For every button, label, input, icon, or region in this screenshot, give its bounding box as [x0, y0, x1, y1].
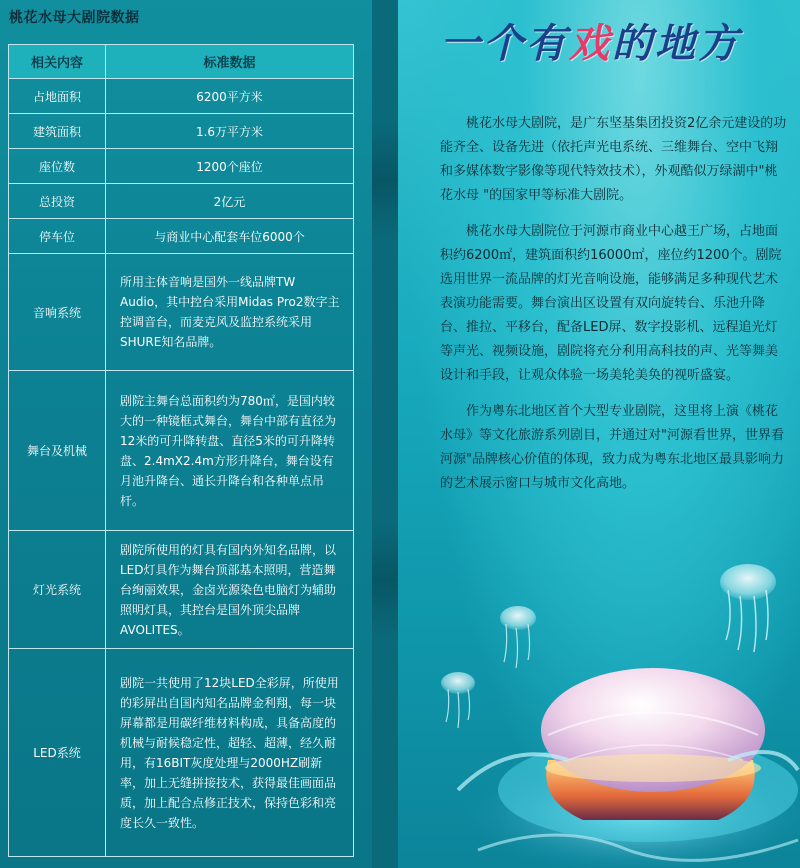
row-label: 音响系统 [9, 254, 106, 371]
right-panel [398, 0, 800, 868]
table-row [9, 254, 354, 371]
row-label: LED系统 [9, 649, 106, 857]
row-label: 总投资 [9, 184, 106, 219]
table-row [9, 114, 354, 149]
divider-shade [372, 120, 398, 240]
table-row [9, 219, 354, 254]
jellyfish-icon [500, 606, 536, 668]
headline-part2: 的地方 [612, 20, 741, 67]
left-panel [0, 0, 372, 868]
table-row [9, 149, 354, 184]
row-value: 剧院所使用的灯具有国内外知名品牌，以LED灯具作为舞台顶部基本照明，营造舞台绚丽效果，金卤光源染色电脑灯为辅助照明灯具，其控台是国外顶尖品牌AVOLITES。 [106, 531, 354, 649]
spec-table [8, 44, 354, 857]
table-row [9, 531, 354, 649]
divider-shade [372, 520, 398, 640]
paragraph: 桃花水母大剧院，是广东坚基集团投资2亿余元建设的功能齐全、设备先进（依托声光电系统、三维舞台、空中飞翔和多媒体数字影像等现代特效技术），外观酷似万绿湖中"桃花水母 "的国家甲等标准大剧院。 [440, 116, 787, 203]
header-cell-category: 相关内容 [9, 45, 106, 79]
row-label: 停车位 [9, 219, 106, 254]
row-value: 剧院一共使用了12块LED全彩屏，所使用的彩屏出自国内知名品牌金利翔，每一块屏幕都是用碳纤维材料构成，具备高度的机械与耐候稳定性，超轻、超薄，经久耐用，有16BIT灰度处理与2000HZ刷新率，加上无缝拼接技术，获得最佳画面品质，加上配合点修正技术，保持色彩和亮度长久一致性。 [106, 649, 354, 857]
row-value: 与商业中心配套车位6000个 [106, 219, 354, 254]
row-value: 2亿元 [106, 184, 354, 219]
headline-accent: 戏 [569, 20, 612, 67]
row-value: 1200个座位 [106, 149, 354, 184]
row-value: 剧院主舞台总面积约为780㎡，是国内较大的一种镜框式舞台，舞台中部有直径为12米的可升降转盘、直径5米的可升降转盘、2.4mX2.4m方形升降台，舞台设有月池升降台、通长升降台和各种单点吊杆。 [106, 371, 354, 531]
panel-divider [372, 0, 398, 868]
table-row [9, 79, 354, 114]
row-label: 舞台及机械 [9, 371, 106, 531]
jellyfish-icon [441, 672, 475, 728]
row-label: 建筑面积 [9, 114, 106, 149]
row-label: 占地面积 [9, 79, 106, 114]
header-cell-standard: 标准数据 [106, 45, 354, 79]
theater-illustration [398, 0, 800, 868]
row-value: 6200平方米 [106, 79, 354, 114]
table-title: 桃花水母大剧院数据 [9, 10, 140, 26]
headline-part1: 一个有 [440, 20, 569, 67]
theater-dome-icon [458, 668, 800, 868]
table-row [9, 184, 354, 219]
row-value: 1.6万平方米 [106, 114, 354, 149]
row-label: 座位数 [9, 149, 106, 184]
table-row [9, 371, 354, 531]
paragraph: 桃花水母大剧院位于河源市商业中心越王广场，占地面积约6200㎡，建筑面积约16000㎡，座位约1200个。剧院选用世界一流品牌的灯光音响设施，能够满足多种现代艺术表演功能需要。舞台演出区设置有双向旋转台、乐池升降台、推拉、平移台，配备LED屏、数字投影机、远程追光灯等声光、视频设施，剧院将充分利用高科技的声、光等舞美设计和手段，让观众体验一场美轮美奂的视听盛宴。 [440, 224, 782, 383]
paragraph: 作为粤东北地区首个大型专业剧院，这里将上演《桃花水母》等文化旅游系列剧目，并通过对"河源看世界，世界看河源"品牌核心价值的体现，致力成为粤东北地区最具影响力的艺术展示窗口与城市文化高地。 [440, 404, 784, 491]
table-header-row [9, 45, 354, 79]
table-row [9, 649, 354, 857]
jellyfish-icon [720, 564, 776, 652]
row-label: 灯光系统 [9, 531, 106, 649]
row-value: 所用主体音响是国外一线品牌TW Audio，其中控台采用Midas Pro2数字主控调音台，而麦克风及监控系统采用SHURE知名品牌。 [106, 254, 354, 371]
